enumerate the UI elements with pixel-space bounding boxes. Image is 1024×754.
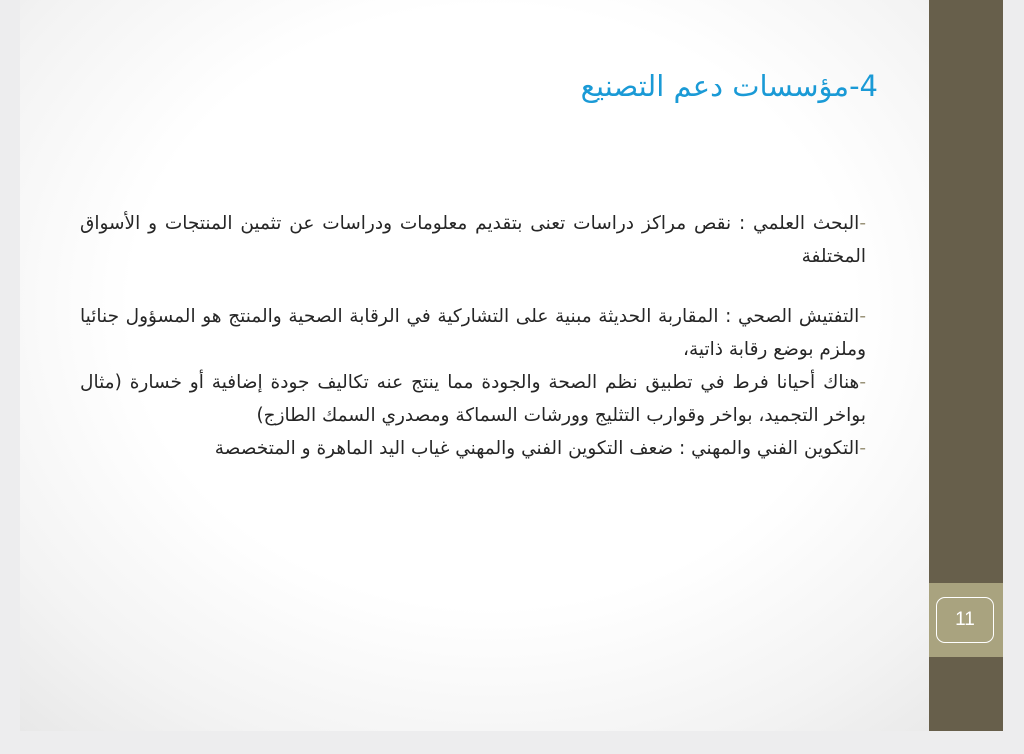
slide-body [80, 207, 866, 465]
bullet-dash: - [859, 213, 866, 234]
slide [20, 0, 1003, 731]
bullet-dash: - [859, 438, 866, 459]
paragraph-quality-costs [80, 366, 866, 432]
page-number: 11 [936, 597, 994, 643]
slide-title: 4-مؤسسات دعم التصنيع [580, 69, 878, 103]
paragraph-text: هناك أحيانا فرط في تطبيق نظم الصحة والجودة مما ينتج عنه تكاليف جودة إضافية أو خسارة (مثال بواخر التجميد، بواخر وقوارب التثليج وورشات السماكة ومصدري السمك الطازج) [80, 372, 866, 426]
paragraph-text: التكوين الفني والمهني : ضعف التكوين الفني والمهني غياب اليد الماهرة و المتخصصة [214, 438, 860, 459]
paragraph-health-inspection [80, 300, 866, 366]
page-number-tab [929, 583, 1003, 657]
bullet-dash: - [859, 372, 866, 393]
paragraph-text: البحث العلمي : نقص مراكز دراسات تعنى بتقديم معلومات ودراسات عن تثمين المنتجات و الأسواق المختلفة [80, 213, 866, 267]
paragraph-vocational-training [80, 432, 866, 465]
paragraph-scientific-research [80, 207, 866, 273]
bullet-dash: - [859, 306, 866, 327]
paragraph-text: التفتيش الصحي : المقاربة الحديثة مبنية على التشاركية في الرقابة الصحية والمنتج هو المسؤول جنائيا وملزم بوضع رقابة ذاتية، [80, 306, 866, 360]
